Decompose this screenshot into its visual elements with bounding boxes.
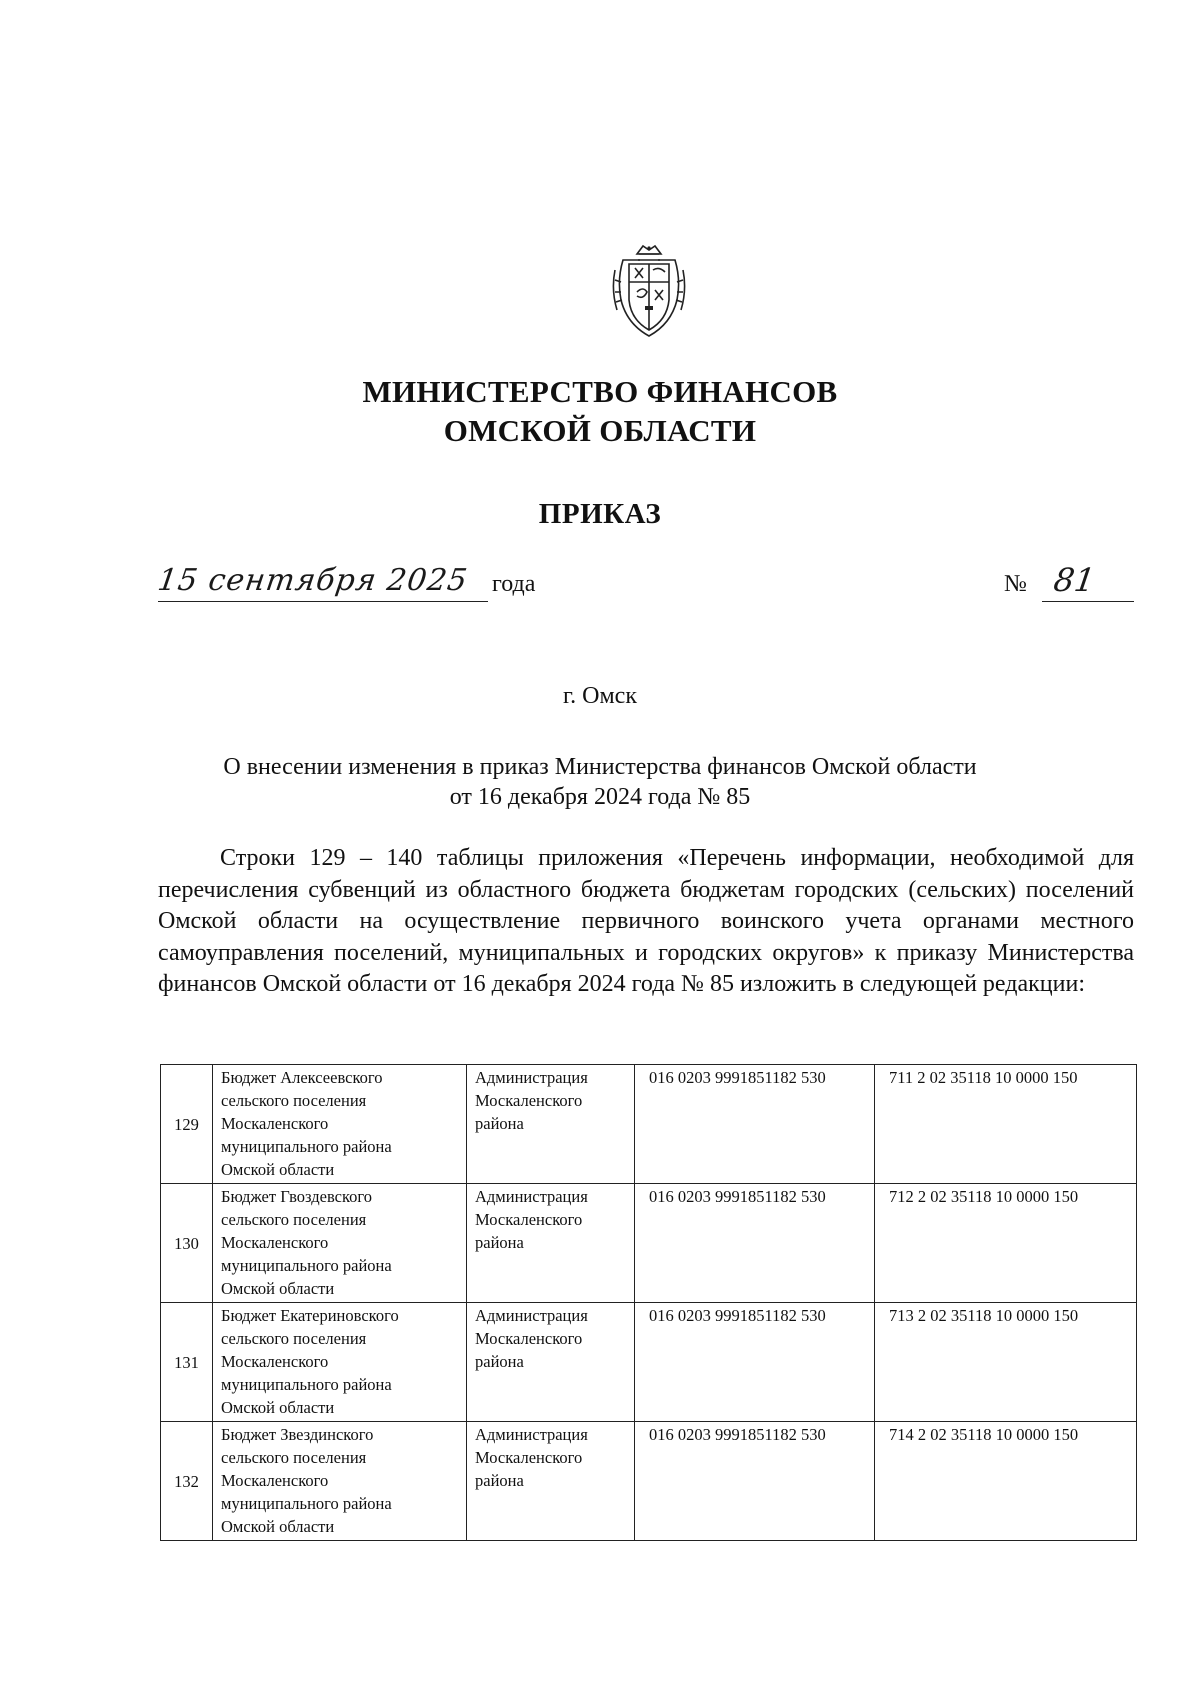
budget-cell <box>213 1184 467 1303</box>
document-number <box>1004 563 1134 607</box>
admin-line: Москаленского <box>475 1210 583 1229</box>
admin-line: Москаленского <box>475 1091 583 1110</box>
row-number: 130 <box>161 1184 213 1303</box>
budget-line: Москаленского <box>221 1233 329 1252</box>
subject-line1: О внесении изменения в приказ Министерства финансов Омской области <box>223 754 977 780</box>
admin-cell <box>467 1065 635 1184</box>
account-cell: 016 0203 9991851182 530 <box>635 1184 875 1303</box>
document-type: ПРИКАЗ <box>538 498 662 530</box>
account-cell: 016 0203 9991851182 530 <box>635 1422 875 1541</box>
budget-cell <box>213 1422 467 1541</box>
table-row <box>161 1065 1137 1184</box>
budget-line: Бюджет Гвоздевского <box>221 1187 373 1206</box>
budget-line: сельского поселения <box>221 1448 367 1467</box>
date-line <box>155 563 538 607</box>
date-underline <box>158 601 488 602</box>
budget-line: Омской области <box>221 1517 335 1536</box>
row-number: 132 <box>161 1422 213 1541</box>
handwritten-date: 15 сентября 2025 <box>155 563 471 598</box>
budget-line: сельского поселения <box>221 1210 367 1229</box>
admin-cell <box>467 1422 635 1541</box>
budget-cell <box>213 1303 467 1422</box>
admin-line: района <box>475 1114 524 1133</box>
code-cell: 714 2 02 35118 10 0000 150 <box>875 1422 1137 1541</box>
date-suffix: года <box>492 571 536 597</box>
account-cell: 016 0203 9991851182 530 <box>635 1065 875 1184</box>
code-cell: 711 2 02 35118 10 0000 150 <box>875 1065 1137 1184</box>
budget-line: Москаленского <box>221 1114 329 1133</box>
code-cell: 713 2 02 35118 10 0000 150 <box>875 1303 1137 1422</box>
budget-line: Омской области <box>221 1279 335 1298</box>
admin-line: Администрация <box>475 1306 588 1325</box>
admin-line: Администрация <box>475 1425 588 1444</box>
handwritten-number: 81 <box>1051 561 1098 599</box>
org-name-line1: МИНИСТЕРСТВО ФИНАНСОВ <box>362 374 838 409</box>
table-row <box>161 1184 1137 1303</box>
admin-line: Москаленского <box>475 1448 583 1467</box>
admin-line: района <box>475 1233 524 1252</box>
budget-line: муниципального района <box>221 1375 392 1394</box>
body-paragraph: Строки 129 – 140 таблицы приложения «Перечень информации, необходимой для перечисления субвенций из областного бюджета бюджетам городских (сельских) поселений Омской области на осуществление первичного воинского учета органами местного самоуправления поселений, муниципальных и городских округов» к приказу Министерства финансов Омской области от 16 декабря 2024 года № 85 изложить в следующей редакции: <box>158 845 1134 997</box>
city: г. Омск <box>563 683 637 709</box>
admin-line: района <box>475 1471 524 1490</box>
admin-line: района <box>475 1352 524 1371</box>
org-name-line2: ОМСКОЙ ОБЛАСТИ <box>443 413 757 448</box>
admin-cell <box>467 1303 635 1422</box>
budget-table <box>160 1064 1137 1541</box>
row-number: 131 <box>161 1303 213 1422</box>
budget-cell <box>213 1065 467 1184</box>
code-cell: 712 2 02 35118 10 0000 150 <box>875 1184 1137 1303</box>
subject-line2: от 16 декабря 2024 года № 85 <box>449 784 751 810</box>
row-number: 129 <box>161 1065 213 1184</box>
admin-cell <box>467 1184 635 1303</box>
admin-line: Москаленского <box>475 1329 583 1348</box>
budget-line: муниципального района <box>221 1494 392 1513</box>
budget-line: Бюджет Екатериновского <box>221 1306 399 1325</box>
number-underline <box>1042 601 1134 602</box>
budget-line: Москаленского <box>221 1352 329 1371</box>
budget-line: Бюджет Звездинского <box>221 1425 374 1444</box>
coat-of-arms-icon <box>609 240 689 340</box>
table-row <box>161 1303 1137 1422</box>
number-sign: № <box>1004 571 1027 597</box>
budget-line: Москаленского <box>221 1471 329 1490</box>
admin-line: Администрация <box>475 1068 588 1087</box>
budget-line: муниципального района <box>221 1137 392 1156</box>
budget-line: Бюджет Алексеевского <box>221 1068 383 1087</box>
budget-line: муниципального района <box>221 1256 392 1275</box>
order-subject <box>100 752 1100 812</box>
budget-line: сельского поселения <box>221 1329 367 1348</box>
account-cell: 016 0203 9991851182 530 <box>635 1303 875 1422</box>
admin-line: Администрация <box>475 1187 588 1206</box>
budget-line: Омской области <box>221 1398 335 1417</box>
budget-line: сельского поселения <box>221 1091 367 1110</box>
budget-line: Омской области <box>221 1160 335 1179</box>
table-row <box>161 1422 1137 1541</box>
